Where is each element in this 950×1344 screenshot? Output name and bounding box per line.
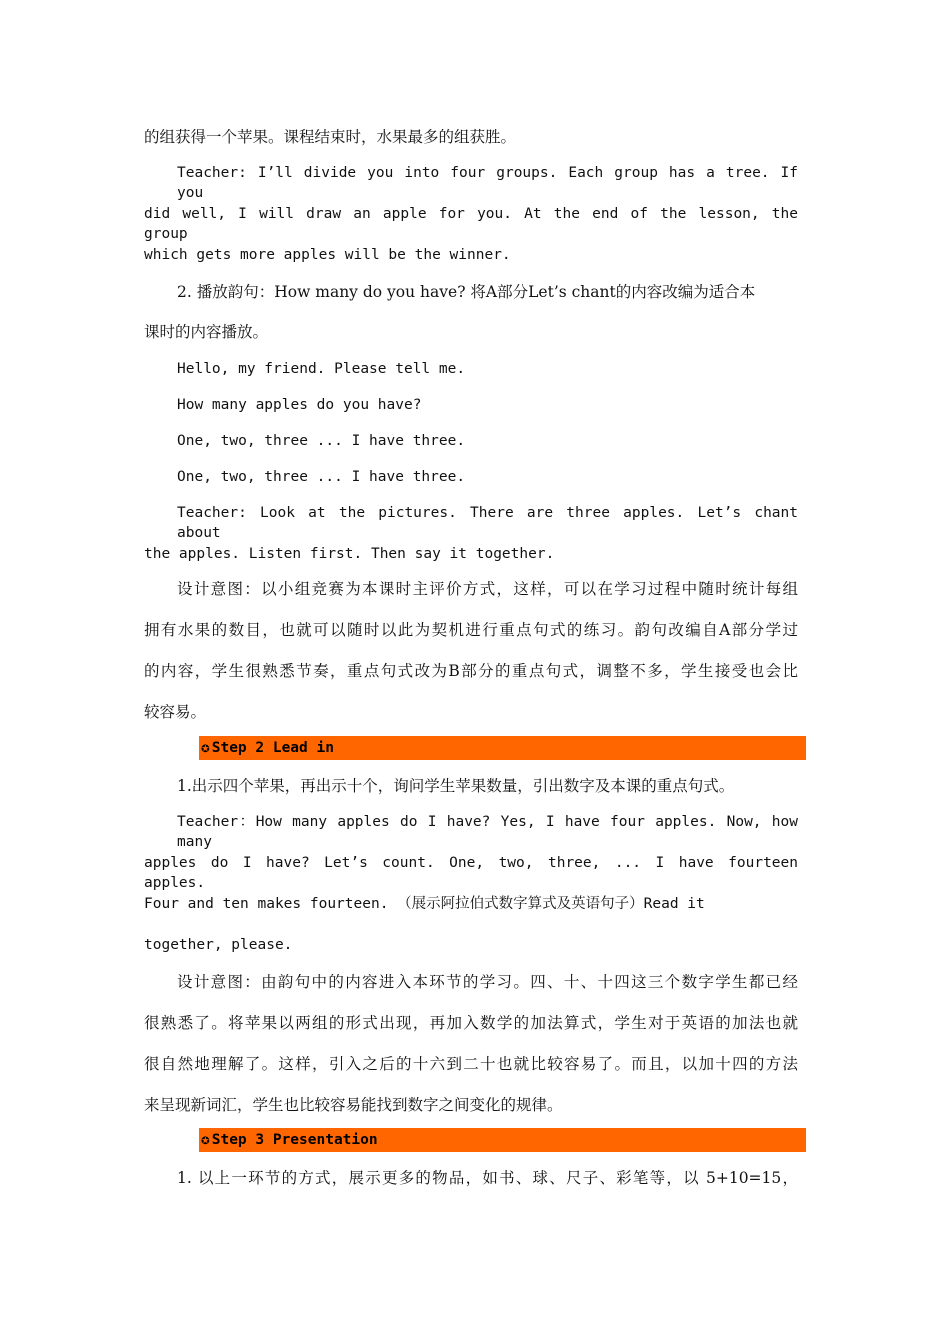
paragraph-line: Teacher: I’ll divide you into four groups. Each group has a tree. If you [177, 165, 798, 201]
paragraph-line: 的内容，学生很熟悉节奏，重点句式改为B部分的重点句式，调整不多，学生接受也会比 [144, 662, 798, 680]
paragraph-line: 1. 以上一环节的方式，展示更多的物品，如书、球、尺子、彩笔等，以 5+10=15， [177, 1169, 798, 1187]
step-heading-label: Step 2 Lead in [211, 740, 334, 756]
paragraph-line: 较容易。 [144, 703, 207, 721]
paragraph-line: Teacher: Look at the pictures. There are three apples. Let’s chant about [177, 505, 798, 541]
paragraph-line: Teacher：How many apples do I have? Yes, I have four apples. Now, how many [177, 814, 798, 850]
paragraph-line: which gets more apples will be the winner. [144, 247, 511, 263]
paragraph-line: 课时的内容播放。 [144, 323, 269, 341]
paragraph-line: did well, I will draw an apple for you. At the end of the lesson, the group [144, 206, 798, 242]
paragraph-line: 2. 播放韵句：How many do you have? 将A部分Let’s chant的内容改编为适合本 [177, 283, 756, 301]
chant-line: Hello, my friend. Please tell me. [177, 361, 466, 377]
paragraph-line: 来呈现新词汇，学生也比较容易能找到数字之间变化的规律。 [144, 1096, 563, 1114]
paragraph-line: the apples. Listen first. Then say it together. [144, 546, 555, 562]
paragraph-line: 设计意图：以小组竞赛为本课时主评价方式，这样，可以在学习过程中随时统计每组 [177, 580, 798, 598]
paragraph-line: 1.出示四个苹果，再出示十个，询问学生苹果数量，引出数字及本课的重点句式。 [177, 777, 735, 795]
paragraph-line: 的组获得一个苹果。课程结束时，水果最多的组获胜。 [144, 128, 517, 146]
paragraph-line: apples do I have? Let’s count. One, two, three, ... I have fourteen apples. [144, 855, 798, 891]
paragraph-line: 拥有水果的数目，也就可以随时以此为契机进行重点句式的练习。韵句改编自A部分学过 [144, 621, 798, 639]
step-heading-presentation [199, 1128, 806, 1152]
step-heading-lead-in [199, 736, 806, 760]
chant-line: One, two, three ... I have three. [177, 469, 466, 485]
paragraph-line: 很熟悉了。将苹果以两组的形式出现，再加入数学的加法算式，学生对于英语的加法也就 [144, 1014, 798, 1032]
paragraph-line: 很自然地理解了。这样，引入之后的十六到二十也就比较容易了。而且，以加十四的方法 [144, 1055, 798, 1073]
star-bullet-icon: ✪ [201, 740, 210, 756]
star-bullet-icon: ✪ [201, 1132, 210, 1148]
step-heading-label: Step 3 Presentation [211, 1132, 378, 1148]
paragraph-line: Four and ten makes fourteen. （展示阿拉伯式数字算式及英语句子）Read it [144, 896, 705, 912]
paragraph-line: together, please. [144, 937, 293, 953]
paragraph-line: 设计意图：由韵句中的内容进入本环节的学习。四、十、十四这三个数字学生都已经 [177, 973, 798, 991]
chant-line: One, two, three ... I have three. [177, 433, 466, 449]
chant-line: How many apples do you have? [177, 397, 422, 413]
